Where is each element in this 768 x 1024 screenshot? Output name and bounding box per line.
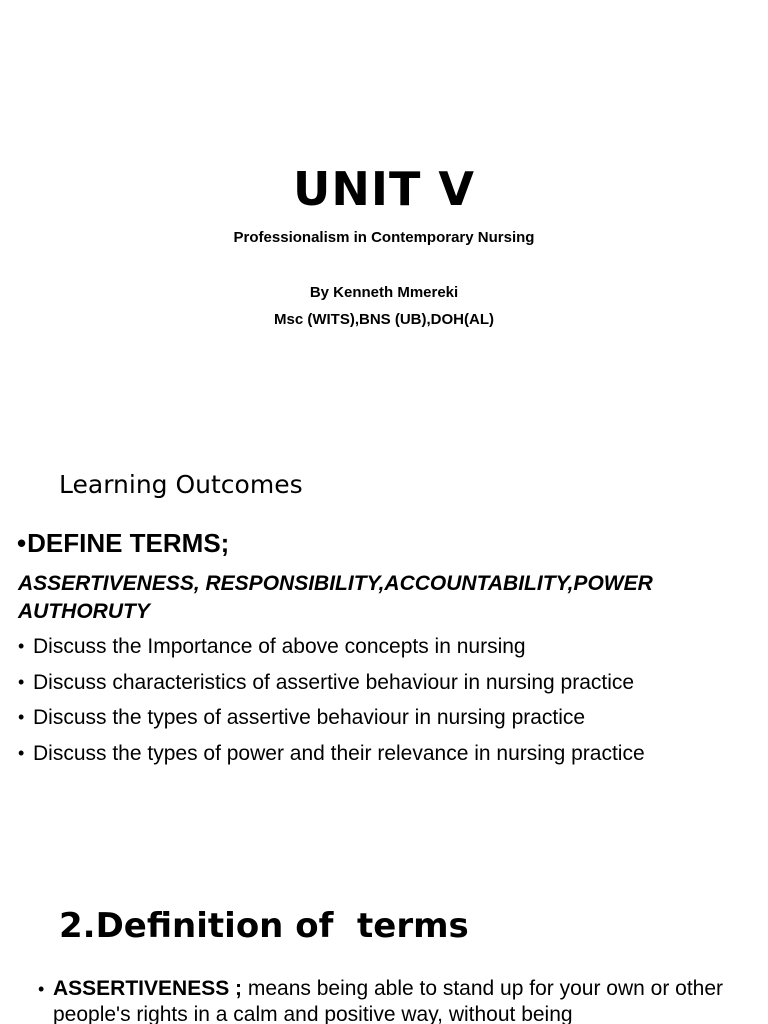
objective-item (18, 633, 718, 660)
objective-item (18, 740, 718, 767)
objective-item (18, 704, 718, 731)
definition-term: ASSERTIVENESS ; (53, 977, 243, 1000)
unit-title: UNIT V (293, 162, 475, 216)
objective-text: Discuss the types of assertive behaviour in nursing practice (33, 706, 586, 729)
author-credentials: Msc (WITS),BNS (UB),DOH(AL) (274, 311, 494, 328)
define-terms-bullet (17, 528, 229, 559)
definition-heading: 2.Definition of terms (59, 906, 469, 946)
bullet-icon: • (38, 979, 45, 999)
objective-item (18, 669, 718, 696)
learning-outcomes-heading: Learning Outcomes (59, 470, 303, 499)
objective-text: Discuss characteristics of assertive behaviour in nursing practice (33, 671, 635, 694)
definition-body: means being able to stand up for your own or other people's rights in a calm and positive way, without being (53, 977, 724, 1024)
course-subtitle: Professionalism in Contemporary Nursing (233, 229, 535, 246)
definition-text (53, 976, 728, 1024)
bullet-icon: • (18, 743, 25, 763)
bullet-icon: • (18, 672, 25, 692)
author-line: By Kenneth Mmereki (309, 284, 459, 301)
bullet-icon: • (17, 528, 27, 558)
define-terms-label: DEFINE TERMS; (27, 528, 230, 558)
objective-text: Discuss the Importance of above concepts in nursing (33, 635, 526, 658)
objective-text: Discuss the types of power and their relevance in nursing practice (33, 742, 645, 765)
definition-item (38, 976, 728, 1024)
bullet-icon: • (18, 636, 25, 656)
terms-list: ASSERTIVENESS, RESPONSIBILITY,ACCOUNTABILITY,POWER AUTHORUTY (18, 572, 653, 623)
bullet-icon: • (18, 707, 25, 727)
